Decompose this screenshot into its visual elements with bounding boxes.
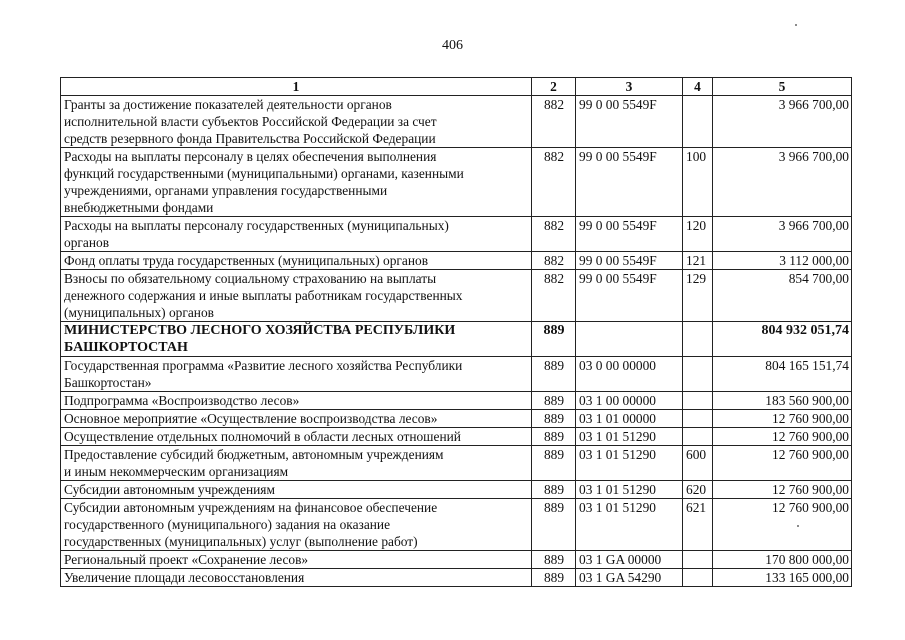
cell-csr: 99 0 00 5549F	[576, 217, 683, 252]
cell-name-line: Увеличение площади лесовосстановления	[64, 570, 305, 585]
cell-name	[61, 96, 532, 148]
header-col-csr: 3	[576, 78, 683, 96]
cell-sum: 804 165 151,74	[713, 357, 852, 392]
cell-name	[61, 270, 532, 322]
cell-gr: 889	[532, 428, 576, 446]
table-row	[61, 428, 852, 446]
cell-gr: 889	[532, 410, 576, 428]
cell-sum: 804 932 051,74	[713, 322, 852, 357]
cell-sum: 12 760 900,00	[713, 499, 852, 551]
cell-name-line: Региональный проект «Сохранение лесов»	[64, 552, 309, 567]
table-row	[61, 357, 852, 392]
scan-speck	[797, 525, 799, 527]
cell-name-line: Фонд оплаты труда государственных (муниципальных) органов	[64, 253, 429, 268]
cell-name	[61, 481, 532, 499]
cell-gr: 882	[532, 217, 576, 252]
cell-sum: 12 760 900,00	[713, 428, 852, 446]
cell-name-line: Субсидии автономным учреждениям	[64, 482, 275, 497]
scan-speck	[795, 24, 797, 26]
cell-gr: 889	[532, 357, 576, 392]
cell-name-line: Подпрограмма «Воспроизводство лесов»	[64, 393, 300, 408]
cell-name	[61, 252, 532, 270]
cell-name-line: Осуществление отдельных полномочий в области лесных отношений	[64, 429, 461, 444]
table-row	[61, 148, 852, 217]
cell-csr: 99 0 00 5549F	[576, 96, 683, 148]
table-row	[61, 410, 852, 428]
header-col-vr: 4	[683, 78, 713, 96]
cell-csr: 03 1 GA 54290	[576, 569, 683, 587]
table-header-row	[61, 78, 852, 96]
cell-name	[61, 322, 532, 357]
cell-name-line: (муниципальных) органов	[64, 305, 214, 320]
cell-name-line: Башкортостан»	[64, 375, 152, 390]
cell-csr	[576, 322, 683, 357]
cell-vr: 100	[683, 148, 713, 217]
header-col-gr: 2	[532, 78, 576, 96]
cell-name-line: БАШКОРТОСТАН	[64, 340, 188, 355]
cell-name	[61, 428, 532, 446]
cell-sum: 854 700,00	[713, 270, 852, 322]
cell-name-line: Предоставление субсидий бюджетным, автономным учреждениям	[64, 447, 444, 462]
cell-name	[61, 392, 532, 410]
table-row	[61, 217, 852, 252]
table-row	[61, 392, 852, 410]
cell-name-line: функций государственными (муниципальными) органами, казенными	[64, 166, 464, 181]
cell-vr	[683, 357, 713, 392]
page-number: 406	[442, 38, 463, 53]
cell-csr: 03 1 01 00000	[576, 410, 683, 428]
cell-name	[61, 569, 532, 587]
cell-sum: 3 966 700,00	[713, 217, 852, 252]
cell-vr: 600	[683, 446, 713, 481]
cell-vr: 120	[683, 217, 713, 252]
cell-vr	[683, 410, 713, 428]
cell-csr: 99 0 00 5549F	[576, 270, 683, 322]
cell-sum: 183 560 900,00	[713, 392, 852, 410]
cell-csr: 03 0 00 00000	[576, 357, 683, 392]
budget-table	[60, 77, 852, 587]
cell-vr: 620	[683, 481, 713, 499]
cell-name	[61, 217, 532, 252]
cell-name	[61, 357, 532, 392]
cell-name-line: и иным некоммерческим организациям	[64, 464, 289, 479]
header-col-name: 1	[61, 78, 532, 96]
cell-sum: 133 165 000,00	[713, 569, 852, 587]
cell-gr: 889	[532, 392, 576, 410]
cell-name-line: средств резервного фонда Правительства Российской Федерации	[64, 131, 436, 146]
cell-gr: 889	[532, 551, 576, 569]
cell-gr: 889	[532, 499, 576, 551]
table-row	[61, 270, 852, 322]
cell-gr: 889	[532, 481, 576, 499]
cell-name-line: Взносы по обязательному социальному страхованию на выплаты	[64, 271, 437, 286]
cell-name	[61, 446, 532, 481]
table-row	[61, 96, 852, 148]
cell-sum: 12 760 900,00	[713, 481, 852, 499]
cell-vr: 121	[683, 252, 713, 270]
cell-vr	[683, 322, 713, 357]
header-col-sum: 5	[713, 78, 852, 96]
cell-name-line: Основное мероприятие «Осуществление воспроизводства лесов»	[64, 411, 438, 426]
cell-gr: 889	[532, 569, 576, 587]
cell-csr: 99 0 00 5549F	[576, 148, 683, 217]
cell-sum: 3 112 000,00	[713, 252, 852, 270]
table-row	[61, 252, 852, 270]
cell-vr: 621	[683, 499, 713, 551]
cell-name-line: Гранты за достижение показателей деятельности органов	[64, 97, 392, 112]
cell-name-line: органов	[64, 235, 110, 250]
cell-gr: 882	[532, 148, 576, 217]
cell-sum: 3 966 700,00	[713, 96, 852, 148]
cell-vr	[683, 392, 713, 410]
cell-name-line: государственного (муниципального) задания на оказание	[64, 517, 391, 532]
cell-sum: 3 966 700,00	[713, 148, 852, 217]
cell-name-line: внебюджетными фондами	[64, 200, 214, 215]
cell-name-line: Расходы на выплаты персоналу государственных (муниципальных)	[64, 218, 449, 233]
table-row	[61, 322, 852, 357]
cell-name	[61, 551, 532, 569]
table-row	[61, 446, 852, 481]
cell-csr: 03 1 00 00000	[576, 392, 683, 410]
cell-csr: 03 1 GA 00000	[576, 551, 683, 569]
cell-sum: 12 760 900,00	[713, 410, 852, 428]
cell-gr: 889	[532, 322, 576, 357]
cell-vr	[683, 551, 713, 569]
cell-csr: 99 0 00 5549F	[576, 252, 683, 270]
table-row	[61, 499, 852, 551]
cell-gr: 889	[532, 446, 576, 481]
cell-gr: 882	[532, 270, 576, 322]
cell-name-line: Расходы на выплаты персоналу в целях обеспечения выполнения	[64, 149, 437, 164]
cell-name-line: денежного содержания и иные выплаты работникам государственных	[64, 288, 463, 303]
cell-name	[61, 148, 532, 217]
table-row	[61, 551, 852, 569]
table-row	[61, 481, 852, 499]
cell-vr	[683, 428, 713, 446]
cell-name	[61, 499, 532, 551]
cell-csr: 03 1 01 51290	[576, 499, 683, 551]
cell-gr: 882	[532, 96, 576, 148]
cell-name-line: Государственная программа «Развитие лесного хозяйства Республики	[64, 358, 463, 373]
cell-gr: 882	[532, 252, 576, 270]
cell-name-line: МИНИСТЕРСТВО ЛЕСНОГО ХОЗЯЙСТВА РЕСПУБЛИКИ	[64, 323, 456, 338]
cell-name-line: учреждениями, органами управления государственными	[64, 183, 388, 198]
table-row	[61, 569, 852, 587]
cell-name	[61, 410, 532, 428]
cell-sum: 170 800 000,00	[713, 551, 852, 569]
cell-vr	[683, 96, 713, 148]
cell-name-line: Субсидии автономным учреждениям на финансовое обеспечение	[64, 500, 438, 515]
cell-csr: 03 1 01 51290	[576, 481, 683, 499]
cell-name-line: исполнительной власти субъектов Российской Федерации за счет	[64, 114, 437, 129]
cell-vr: 129	[683, 270, 713, 322]
cell-vr	[683, 569, 713, 587]
cell-csr: 03 1 01 51290	[576, 428, 683, 446]
cell-csr: 03 1 01 51290	[576, 446, 683, 481]
cell-name-line: государственных (муниципальных) услуг (выполнение работ)	[64, 534, 418, 549]
cell-sum: 12 760 900,00	[713, 446, 852, 481]
table-body	[61, 96, 852, 587]
